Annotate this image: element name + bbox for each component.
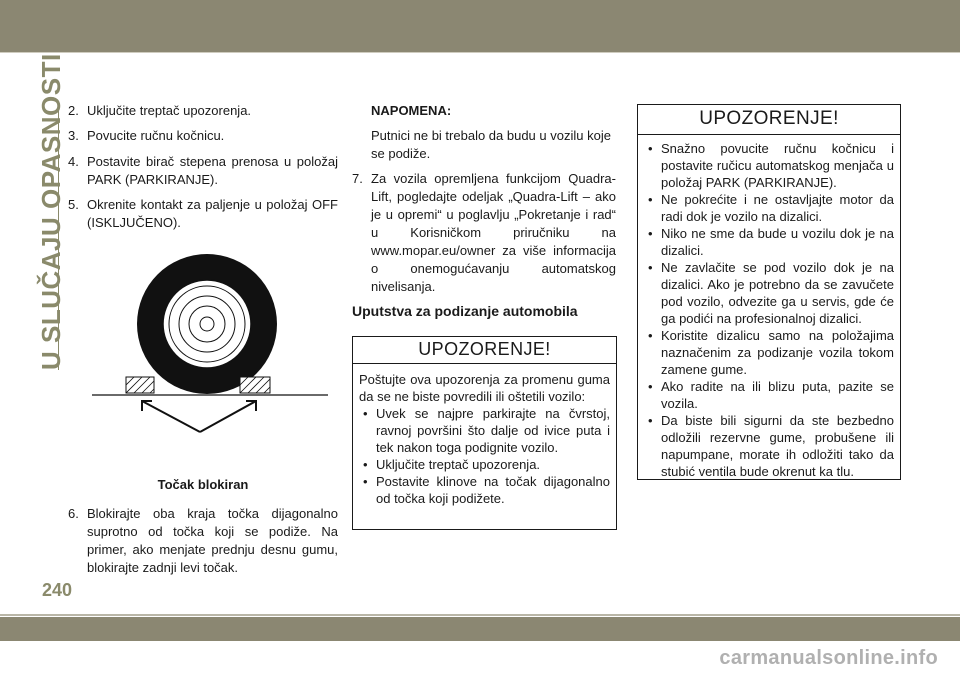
warning-bullet: • Uključite treptač upozorenja. <box>363 457 541 472</box>
step-number: 6. <box>68 506 79 521</box>
warning-box-safety <box>637 104 901 480</box>
step-number: 2. <box>68 103 79 118</box>
header-band <box>0 0 960 52</box>
warning-body <box>353 364 616 507</box>
step-text: Za vozila opremljena funkcijom Quadra-Lift, pogledajte odeljak „Quadra-Lift – ako je u opremi“ u poglavlju „Pokretanje i rad“ u Korisničkom priručniku na www.mopar.eu/owner za više informacija o onemogućavanju automatskog nivelisanja. <box>371 171 616 294</box>
arrows-icon <box>142 401 256 432</box>
page-number: 240 <box>42 580 73 600</box>
step-text: Povucite ručnu kočnicu. <box>87 128 225 143</box>
step-2 <box>68 102 338 120</box>
warning-intro: Poštujte ova upozorenja za promenu guma da se ne biste povredili ili oštetili vozilo: <box>359 372 610 404</box>
section-title: U SLUČAJU OPASNOSTI <box>36 53 66 370</box>
footer-rule <box>0 614 960 616</box>
watermark[interactable]: carmanualsonline.info <box>719 647 938 669</box>
footer-band <box>0 617 960 641</box>
step-7 <box>352 170 616 296</box>
wheel-chock-left <box>126 377 154 393</box>
step-number: 4. <box>68 154 79 169</box>
warning-title: UPOZORENJE! <box>638 105 900 135</box>
step-number: 3. <box>68 128 79 143</box>
step-number: 5. <box>68 197 79 212</box>
step-text: Postavite birač stepena prenosa u položaj PARK (PARKIRANJE). <box>87 154 338 187</box>
step-6 <box>68 505 338 577</box>
note-text: Putnici ne bi trebalo da budu u vozilu koje se podiže. <box>371 128 611 161</box>
warning-bullet: • Ako radite na ili blizu puta, pazite se vozila. <box>648 379 894 411</box>
wheel-chock-right <box>240 377 270 393</box>
warning-title: UPOZORENJE! <box>353 337 616 364</box>
warning-bullet: • Koristite dizalicu samo na položajima naznačenim za podizanje vozila tokom zamene gume. <box>648 328 894 377</box>
step-text: Blokirajte oba kraja točka dijagonalno suprotno od točka koji se podiže. Na primer, ako menjate prednju desnu gumu, blokirajte zadnji levi točak. <box>87 506 338 575</box>
header-rule <box>0 52 960 53</box>
step-text: Okrenite kontakt za paljenje u položaj OFF (ISKLJUČENO). <box>87 197 338 230</box>
step-3 <box>68 127 338 145</box>
step-number: 7. <box>352 171 363 186</box>
tire-illustration <box>137 254 277 394</box>
warning-body <box>638 135 900 480</box>
step-5 <box>68 196 338 232</box>
warning-bullet: • Ne pokrećite i ne ostavljajte motor da radi dok je vozilo na dizalici. <box>648 192 894 224</box>
warning-bullet: • Da biste bili sigurni da ste bezbedno odložili rezervne gume, probušene ili napumpane, morate ih odložiti tako da stubić ventila bude okrenut ka tlu. <box>648 413 894 479</box>
warning-bullet: • Uvek se najpre parkirajte na čvrstoj, ravnoj površini što dalje od ivice puta i tek nakon toga podignite vozilo. <box>363 406 610 455</box>
warning-bullet: • Postavite klinove na točak dijagonalno od točka koji podižete. <box>363 474 610 506</box>
step-text: Uključite treptač upozorenja. <box>87 103 252 118</box>
section-heading: Uputstva za podizanje automobila <box>352 303 578 319</box>
warning-bullet: • Niko ne sme da bude u vozilu dok je na dizalici. <box>648 226 894 258</box>
warning-box-jacking <box>352 336 617 530</box>
figure-caption: Točak blokiran <box>157 477 249 492</box>
step-4 <box>68 153 338 189</box>
note-label: NAPOMENA: <box>371 103 452 118</box>
warning-bullet: • Snažno povucite ručnu kočnicu i postavite ručicu automatskog menjača u položaj PARK (PARKIRANJE). <box>648 141 894 190</box>
wheel-chock-figure <box>90 250 330 440</box>
warning-bullet: • Ne zavlačite se pod vozilo dok je na dizalici. Ako je potrebno da se zavučete pod vozilo, odvezite ga u servis, gde će ga podići na profesionalnoj dizalici. <box>648 260 894 326</box>
